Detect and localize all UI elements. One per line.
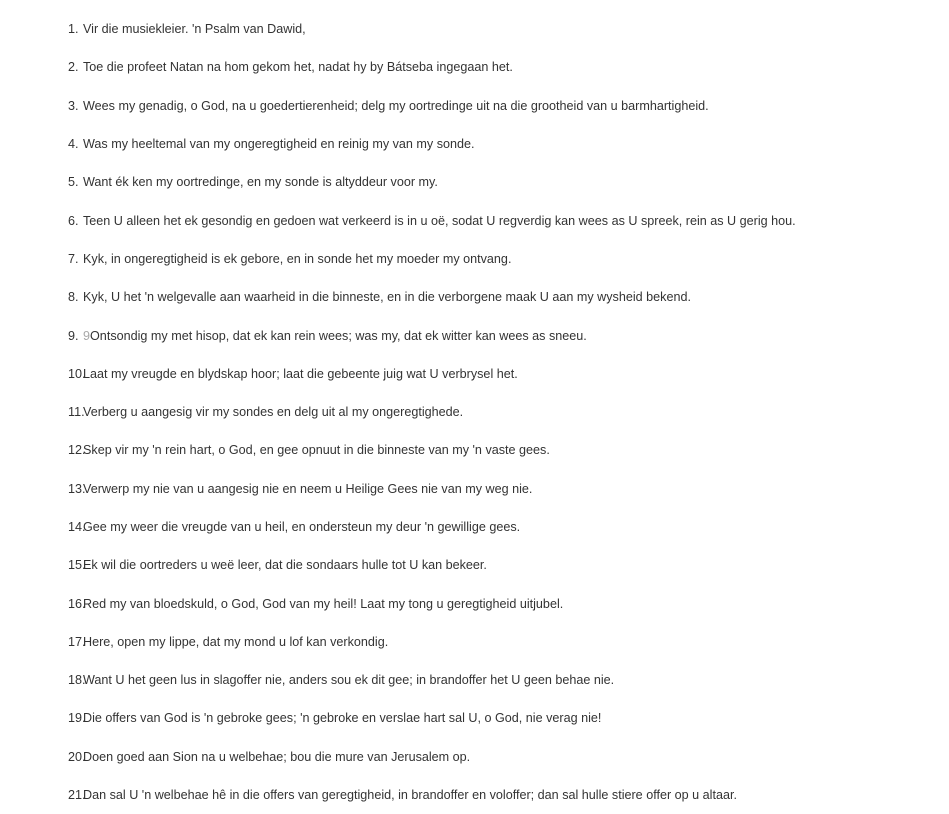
- verse-item: [0, 699, 949, 737]
- verse-number: 19.: [68, 711, 86, 726]
- verse-number: 8.: [68, 290, 79, 305]
- verse-number: 15.: [68, 558, 86, 573]
- verse-list: [0, 10, 949, 814]
- verse-number: 11.: [68, 405, 85, 420]
- verse-text: Toe die profeet Natan na hom gekom het, nadat hy by Bátseba ingegaan het.: [83, 60, 513, 75]
- verse-number: 2.: [68, 60, 79, 75]
- verse-number: 9.: [68, 328, 79, 343]
- verse-text: Want U het geen lus in slagoffer nie, anders sou ek dit gee; in brandoffer het U geen behae nie.: [83, 673, 615, 688]
- verse-item: [0, 10, 949, 48]
- verse-text: Skep vir my 'n rein hart, o God, en gee opnuut in die binneste van my 'n vaste gees.: [83, 443, 550, 458]
- verse-item: [0, 87, 949, 125]
- verse-text: Teen U alleen het ek gesondig en gedoen wat verkeerd is in u oë, sodat U regverdig kan wees as U spreek, rein as U gerig hou.: [83, 213, 796, 228]
- verse-text: Doen goed aan Sion na u welbehae; bou die mure van Jerusalem op.: [83, 749, 471, 764]
- verse-number: 20.: [68, 749, 86, 764]
- verse-text-body: Ontsondig my met hisop, dat ek kan rein wees; was my, dat ek witter kan wees as sneeu.: [90, 328, 587, 343]
- verse-text: Was my heeltemal van my ongeregtigheid en reinig my van my sonde.: [83, 137, 475, 152]
- verse-item: [0, 240, 949, 278]
- verse-item: [0, 393, 949, 431]
- verse-item: [0, 431, 949, 469]
- verse-item: [0, 278, 949, 316]
- verse-text: Verberg u aangesig vir my sondes en delg uit al my ongeregtighede.: [83, 405, 464, 420]
- verse-item: [0, 470, 949, 508]
- verse-text: Verwerp my nie van u aangesig nie en neem u Heilige Gees nie van my weg nie.: [83, 481, 533, 496]
- verse-prefix: 9: [83, 328, 91, 343]
- verse-number: 18.: [68, 673, 86, 688]
- verse-text: Dan sal U 'n welbehae hê in die offers van geregtigheid, in brandoffer en voloffer; dan sal hulle stiere offer op u altaar.: [83, 788, 737, 803]
- verse-number: 1.: [68, 22, 79, 37]
- verse-text: Kyk, U het 'n welgevalle aan waarheid in die binneste, en in die verborgene maak U aan my wysheid bekend.: [83, 290, 691, 305]
- verse-item: [0, 355, 949, 393]
- verse-number: 10.: [68, 366, 86, 381]
- verse-number: 13.: [68, 481, 86, 496]
- verse-text: [83, 328, 587, 344]
- verse-item: [0, 738, 949, 776]
- verse-item: [0, 201, 949, 239]
- verse-text: Die offers van God is 'n gebroke gees; 'n gebroke en verslae hart sal U, o God, nie verag nie!: [83, 711, 602, 726]
- verse-number: 7.: [68, 251, 79, 266]
- verse-item: [0, 48, 949, 86]
- verse-text: Ek wil die oortreders u weë leer, dat die sondaars hulle tot U kan bekeer.: [83, 558, 487, 573]
- verse-item: [0, 584, 949, 622]
- verse-text: Laat my vreugde en blydskap hoor; laat die gebeente juig wat U verbrysel het.: [83, 366, 518, 381]
- verse-number: 4.: [68, 137, 79, 152]
- verse-item: [0, 661, 949, 699]
- verse-text: Gee my weer die vreugde van u heil, en ondersteun my deur 'n gewillige gees.: [83, 520, 521, 534]
- verse-number: 17.: [68, 634, 86, 649]
- verse-number: 5.: [68, 175, 79, 190]
- verse-number: 21.: [68, 788, 86, 803]
- verse-item: [0, 125, 949, 163]
- verse-text: Wees my genadig, o God, na u goedertierenheid; delg my oortredinge uit na die grootheid van u barmhartigheid.: [83, 98, 709, 113]
- verse-number: 16.: [68, 596, 86, 611]
- verse-number: 3.: [68, 98, 79, 113]
- verse-item: [0, 508, 949, 546]
- verse-text: Red my van bloedskuld, o God, God van my heil! Laat my tong u geregtigheid uitjubel.: [83, 596, 564, 611]
- verse-text: Here, open my lippe, dat my mond u lof kan verkondig.: [83, 634, 389, 649]
- verse-text: Vir die musiekleier. 'n Psalm van Dawid,: [83, 22, 306, 37]
- verse-number: 6.: [68, 213, 79, 228]
- verse-item: [0, 776, 949, 814]
- verse-number: 14.: [68, 520, 86, 534]
- verse-item: [0, 163, 949, 201]
- verse-number: 12.: [68, 443, 86, 458]
- verse-item: [0, 316, 949, 354]
- verse-item: [0, 546, 949, 584]
- verse-text: Want ék ken my oortredinge, en my sonde is altyddeur voor my.: [83, 175, 438, 190]
- verse-text: Kyk, in ongeregtigheid is ek gebore, en in sonde het my moeder my ontvang.: [83, 251, 512, 266]
- verse-item: [0, 623, 949, 661]
